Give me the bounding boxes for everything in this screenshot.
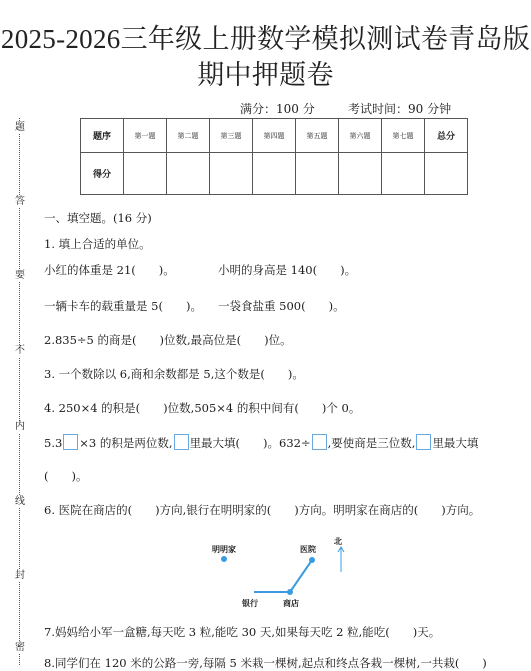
- question-4: 4. 250×4 的积是( )位数,505×4 的积中间有( )个 0。: [44, 401, 361, 415]
- question-7: 7.妈妈给小军一盒糖,每天吃 3 粒,能吃 30 天,如果每天吃 2 粒,能吃( )天。: [44, 625, 441, 639]
- map-dot-home: [221, 556, 227, 562]
- map-label-shop: 商店: [283, 598, 299, 608]
- score-table: [80, 118, 468, 195]
- score-col: 第六题: [339, 119, 382, 153]
- score-cell[interactable]: [124, 153, 167, 195]
- question-5-part: ×3 的积是两位数,: [79, 436, 173, 450]
- blank-box[interactable]: [416, 434, 431, 450]
- score-cell[interactable]: [210, 153, 253, 195]
- map-label-bank: 银行: [242, 598, 258, 608]
- question-5: [44, 434, 478, 451]
- question-8: 8.同学们在 120 米的公路一旁,每隔 5 米栽一棵树,起点和终点各栽一棵树,一共栽( ): [44, 656, 487, 670]
- question-1c: 一辆卡车的载重量是 5( )。: [44, 299, 202, 313]
- score-cell[interactable]: [253, 153, 296, 195]
- question-1-title: 1. 填上合适的单位。: [44, 237, 151, 251]
- score-col: 第三题: [210, 119, 253, 153]
- score-col: 第四题: [253, 119, 296, 153]
- map-dot-shop: [287, 589, 293, 595]
- section-heading: 一、填空题。(16 分): [44, 211, 152, 225]
- score-header-order: 题序: [81, 119, 124, 153]
- question-5-part: 里最大填( )。632÷: [189, 436, 311, 450]
- direction-map: [180, 534, 370, 614]
- map-label-home: 明明家: [212, 544, 236, 554]
- seal-char: 答: [12, 196, 28, 208]
- question-1a: 小红的体重是 21( )。: [44, 263, 175, 277]
- score-col: 第五题: [296, 119, 339, 153]
- blank-box[interactable]: [63, 434, 78, 450]
- question-5-part: ,要使商是三位数,: [327, 436, 416, 450]
- map-lines: [180, 534, 370, 614]
- map-label-north: 北: [334, 536, 342, 546]
- score-col: 第七题: [382, 119, 425, 153]
- score-cell[interactable]: [296, 153, 339, 195]
- seal-char: 封: [12, 570, 28, 582]
- seal-char: 密: [12, 642, 28, 654]
- map-dot-hospital: [309, 557, 315, 563]
- seal-char: 内: [12, 421, 28, 433]
- exam-time: 考试时间：90 分钟: [348, 102, 452, 116]
- seal-char: 题: [12, 122, 28, 134]
- question-5-part: 里最大填: [432, 436, 479, 450]
- doc-title-line1: 2025-2026三年级上册数学模拟测试卷青岛版: [0, 24, 531, 54]
- question-2: 2.835÷5 的商是( )位数,最高位是( )位。: [44, 333, 292, 347]
- blank-box[interactable]: [174, 434, 189, 450]
- score-col-total: 总分: [425, 119, 468, 153]
- score-cell[interactable]: [339, 153, 382, 195]
- doc-title-line2: 期中押题卷: [197, 60, 334, 90]
- score-cell[interactable]: [167, 153, 210, 195]
- question-5-part: 5.3: [44, 436, 63, 450]
- full-score: 满分：100 分: [240, 102, 315, 116]
- score-col: 第一题: [124, 119, 167, 153]
- score-cell[interactable]: [382, 153, 425, 195]
- question-6: 6. 医院在商店的( )方向,银行在明明家的( )方向。明明家在商店的( )方向。: [44, 503, 481, 517]
- score-header-points: 得分: [81, 153, 124, 195]
- seal-char: 要: [12, 270, 28, 282]
- question-5-cont: ( )。: [44, 469, 88, 483]
- question-1b: 小明的身高是 140( )。: [218, 263, 357, 277]
- seal-line: [12, 118, 28, 665]
- question-3: 3. 一个数除以 6,商和余数都是 5,这个数是( )。: [44, 367, 304, 381]
- blank-box[interactable]: [312, 434, 327, 450]
- seal-char: 线: [12, 496, 28, 508]
- score-cell[interactable]: [425, 153, 468, 195]
- question-1d: 一袋食盐重 500( )。: [218, 299, 345, 313]
- map-label-hospital: 医院: [300, 544, 316, 554]
- score-col: 第二题: [167, 119, 210, 153]
- seal-char: 不: [12, 345, 28, 357]
